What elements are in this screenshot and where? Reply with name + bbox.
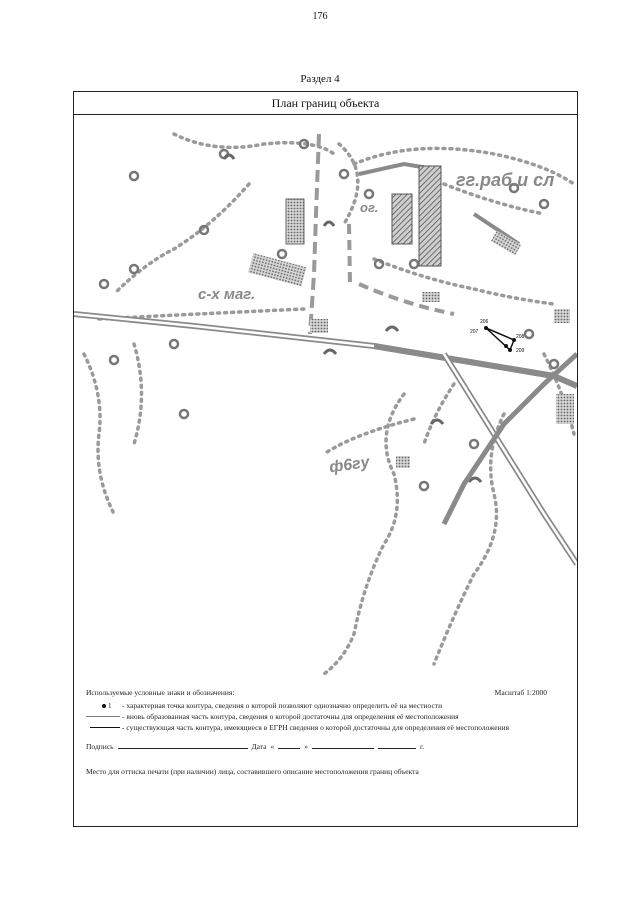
dotted-boundaries: [84, 134, 574, 674]
legend-item-point: [86, 701, 567, 710]
boundary-point[interactable]: [508, 348, 512, 352]
signature-row: [86, 740, 567, 751]
date-day-field[interactable]: [278, 740, 300, 749]
legend-item-new-line: [86, 712, 567, 721]
map-area[interactable]: [74, 114, 577, 684]
signature-field[interactable]: [118, 740, 248, 749]
section-title: Раздел 4: [300, 73, 340, 85]
point-label-206: 206: [480, 319, 489, 325]
map-svg: [74, 114, 577, 684]
label-garage: гг.раб.и сл: [456, 170, 555, 190]
point-label-209: 209: [516, 348, 525, 354]
label-residential: с-х маг.: [198, 286, 256, 303]
date-year-field[interactable]: [378, 740, 416, 749]
boundary-point[interactable]: [504, 344, 508, 348]
date-month-field[interactable]: [312, 740, 374, 749]
point-label-207: 207: [470, 329, 479, 335]
plan-frame: [73, 91, 578, 827]
vegetation-marks: [224, 155, 481, 482]
legend-item-existing-line: [86, 723, 567, 732]
point-symbol: [86, 701, 122, 710]
legend-item-text: - характерная точка контура, сведения о которой позволяют однозначно определить её на местности: [122, 701, 443, 710]
stamp-note: Место для оттиска печати (при наличии) лица, составившего описание местоположения границ объекта: [86, 767, 419, 776]
year-suffix: г.: [420, 742, 425, 751]
date-open-quote: «: [270, 742, 275, 751]
existing-line-symbol: [86, 723, 122, 732]
point-label-208: 208: [516, 334, 525, 340]
legend: [86, 688, 567, 776]
signature-label: Подпись: [86, 742, 114, 751]
map-scale: Масштаб 1:2000: [494, 688, 547, 697]
label-street: ф6гу: [328, 453, 371, 477]
point-symbol-label: 1: [108, 702, 112, 710]
legend-item-text: - вновь образованная часть контура, сведения о которой достаточны для определения её местоположения: [122, 712, 459, 721]
date-label: Дата: [251, 742, 267, 751]
page-number: 176: [312, 11, 328, 22]
plan-title: План границ объекта: [74, 92, 577, 115]
label-garage-short: ог.: [360, 200, 379, 215]
roads: [74, 134, 577, 564]
legend-header: [86, 688, 567, 699]
new-line-symbol: [86, 712, 122, 721]
date-close-quote: »: [304, 742, 308, 751]
legend-title: Используемые условные знаки и обозначения:: [86, 688, 235, 697]
object-boundary: [470, 319, 525, 354]
legend-item-text: - существующая часть контура, имеющиеся в ЕГРН сведения о которой достаточны для определения её местоположения: [122, 723, 510, 732]
boundary-point[interactable]: [484, 326, 488, 330]
